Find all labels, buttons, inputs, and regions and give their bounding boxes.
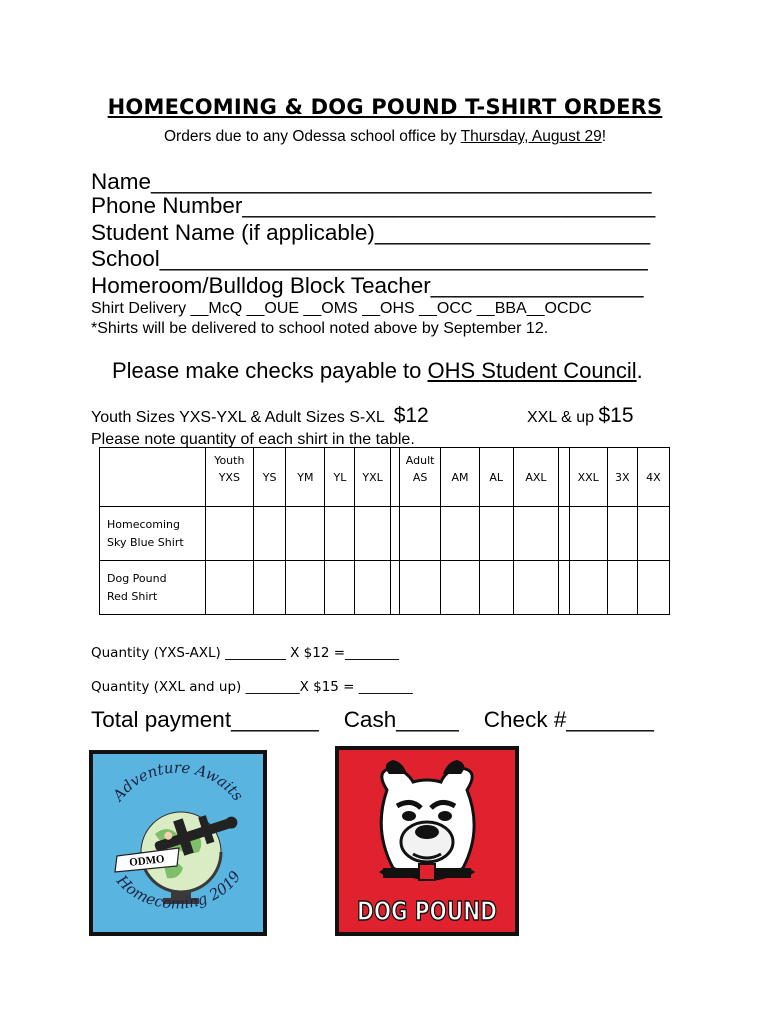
xxl-label: XXL & up xyxy=(527,409,595,426)
qty-cell[interactable] xyxy=(607,507,637,561)
deadline-date: Thursday, August 29 xyxy=(460,128,602,145)
youth-adult-price: $12 xyxy=(393,404,429,427)
size-label: YS xyxy=(262,471,277,484)
spacer-cell xyxy=(390,561,399,615)
arc-bottom-textpath: Homecoming 2019 xyxy=(113,867,245,913)
qty-cell[interactable] xyxy=(399,561,440,615)
header-4x xyxy=(637,448,669,507)
table-row-dogpound xyxy=(100,561,670,615)
price-youth-adult xyxy=(91,404,429,428)
header-yxl xyxy=(355,448,390,507)
bulldog-icon xyxy=(339,750,515,932)
size-label: YL xyxy=(333,471,347,484)
qty-cell[interactable] xyxy=(355,507,390,561)
table-row-homecoming xyxy=(100,507,670,561)
qty-cell[interactable] xyxy=(286,507,325,561)
row-label-line1: Homecoming xyxy=(107,517,180,531)
order-deadline xyxy=(0,128,770,146)
qty-cell[interactable] xyxy=(513,507,559,561)
quantity-xxl-line[interactable]: Quantity (XXL and up) ________X $15 = ________ xyxy=(91,679,413,695)
header-al xyxy=(479,448,513,507)
spacer-cell xyxy=(390,507,399,561)
deadline-suffix: ! xyxy=(601,128,607,145)
size-label: YM xyxy=(297,471,314,484)
deadline-prefix: Orders due to any Odessa school office by xyxy=(163,128,461,145)
dogpound-shirt-image xyxy=(335,746,519,936)
qty-cell[interactable] xyxy=(637,507,669,561)
dog-pound-label: DOG POUND xyxy=(357,897,497,927)
order-table xyxy=(99,447,670,615)
size-label: 4X xyxy=(646,471,661,484)
row-label xyxy=(100,561,206,615)
phone-field[interactable]: Phone Number_________________________________ xyxy=(91,193,656,218)
qty-cell[interactable] xyxy=(479,507,513,561)
shirt-delivery-options[interactable]: Shirt Delivery __McQ __OUE __OMS __OHS __OCC __BBA__OCDC xyxy=(91,300,592,317)
qty-cell[interactable] xyxy=(325,561,355,615)
qty-cell[interactable] xyxy=(569,507,607,561)
qty-cell[interactable] xyxy=(399,507,440,561)
size-label: AS xyxy=(412,471,428,484)
spacer-cell xyxy=(559,507,569,561)
header-3x xyxy=(607,448,637,507)
header-spacer xyxy=(390,448,399,507)
row-label-line1: Dog Pound xyxy=(107,571,167,585)
header-blank xyxy=(100,448,206,507)
qty-cell[interactable] xyxy=(569,561,607,615)
header-ys xyxy=(254,448,286,507)
row-label-line2: Sky Blue Shirt xyxy=(107,535,184,549)
header-xxl xyxy=(569,448,607,507)
check-number-field[interactable]: Check #_______ xyxy=(483,707,654,732)
student-name-field[interactable]: Student Name (if applicable)______________________ xyxy=(91,220,651,245)
header-spacer xyxy=(559,448,569,507)
adult-group-label: Adult xyxy=(405,454,435,467)
quantity-standard-line[interactable]: Quantity (YXS-AXL) _________ X $12 =________ xyxy=(91,645,400,661)
row-label xyxy=(100,507,206,561)
cash-field[interactable]: Cash_____ xyxy=(343,707,459,732)
table-note: Please note quantity of each shirt in the table. xyxy=(91,431,415,448)
name-field[interactable]: Name________________________________________ xyxy=(91,169,652,194)
checks-prefix: Please make checks payable to xyxy=(112,358,428,383)
table-header-row xyxy=(100,448,670,507)
arc-top-textpath: Adventure Awaits xyxy=(109,758,247,805)
totals-line xyxy=(91,707,654,733)
qty-cell[interactable] xyxy=(441,507,479,561)
row-label-line2: Red Shirt xyxy=(107,589,158,603)
delivery-note: *Shirts will be delivered to school noted above by September 12. xyxy=(91,320,549,337)
teacher-field[interactable]: Homeroom/Bulldog Block Teacher_________________ xyxy=(91,273,644,298)
checks-payable-note xyxy=(112,358,643,384)
qty-cell[interactable] xyxy=(513,561,559,615)
total-payment-field[interactable]: Total payment_______ xyxy=(91,707,319,732)
header-as xyxy=(399,448,440,507)
size-label: AXL xyxy=(525,471,547,484)
qty-cell[interactable] xyxy=(441,561,479,615)
globe-airplane-icon xyxy=(93,754,263,932)
qty-cell[interactable] xyxy=(286,561,325,615)
spacer-cell xyxy=(559,561,569,615)
qty-cell[interactable] xyxy=(637,561,669,615)
page-title: HOMECOMING & DOG POUND T-SHIRT ORDERS xyxy=(107,95,663,119)
qty-cell[interactable] xyxy=(254,561,286,615)
xxl-price: $15 xyxy=(598,404,634,427)
header-axl xyxy=(513,448,559,507)
youth-adult-label: Youth Sizes YXS-YXL & Adult Sizes S-XL xyxy=(91,409,385,426)
qty-cell[interactable] xyxy=(479,561,513,615)
qty-cell[interactable] xyxy=(355,561,390,615)
header-am xyxy=(441,448,479,507)
qty-cell[interactable] xyxy=(325,507,355,561)
price-xxl xyxy=(527,404,634,428)
payee-name: OHS Student Council xyxy=(427,358,637,383)
size-label: AM xyxy=(451,471,469,484)
arc-top-text xyxy=(108,759,247,806)
qty-cell[interactable] xyxy=(205,507,254,561)
header-ym xyxy=(286,448,325,507)
youth-group-label: Youth xyxy=(214,454,245,467)
homecoming-shirt-image xyxy=(89,750,267,936)
header-yxs xyxy=(205,448,254,507)
size-label: AL xyxy=(489,471,503,484)
header-yl xyxy=(325,448,355,507)
qty-cell[interactable] xyxy=(254,507,286,561)
size-label: YXS xyxy=(218,471,240,484)
banner-text: ODMO xyxy=(128,853,166,869)
size-label: YXL xyxy=(362,471,383,484)
size-label: 3X xyxy=(615,471,630,484)
qty-cell[interactable] xyxy=(205,561,254,615)
school-field[interactable]: School_______________________________________ xyxy=(91,246,648,271)
qty-cell[interactable] xyxy=(607,561,637,615)
checks-suffix: . xyxy=(636,358,643,383)
size-label: XXL xyxy=(577,471,599,484)
